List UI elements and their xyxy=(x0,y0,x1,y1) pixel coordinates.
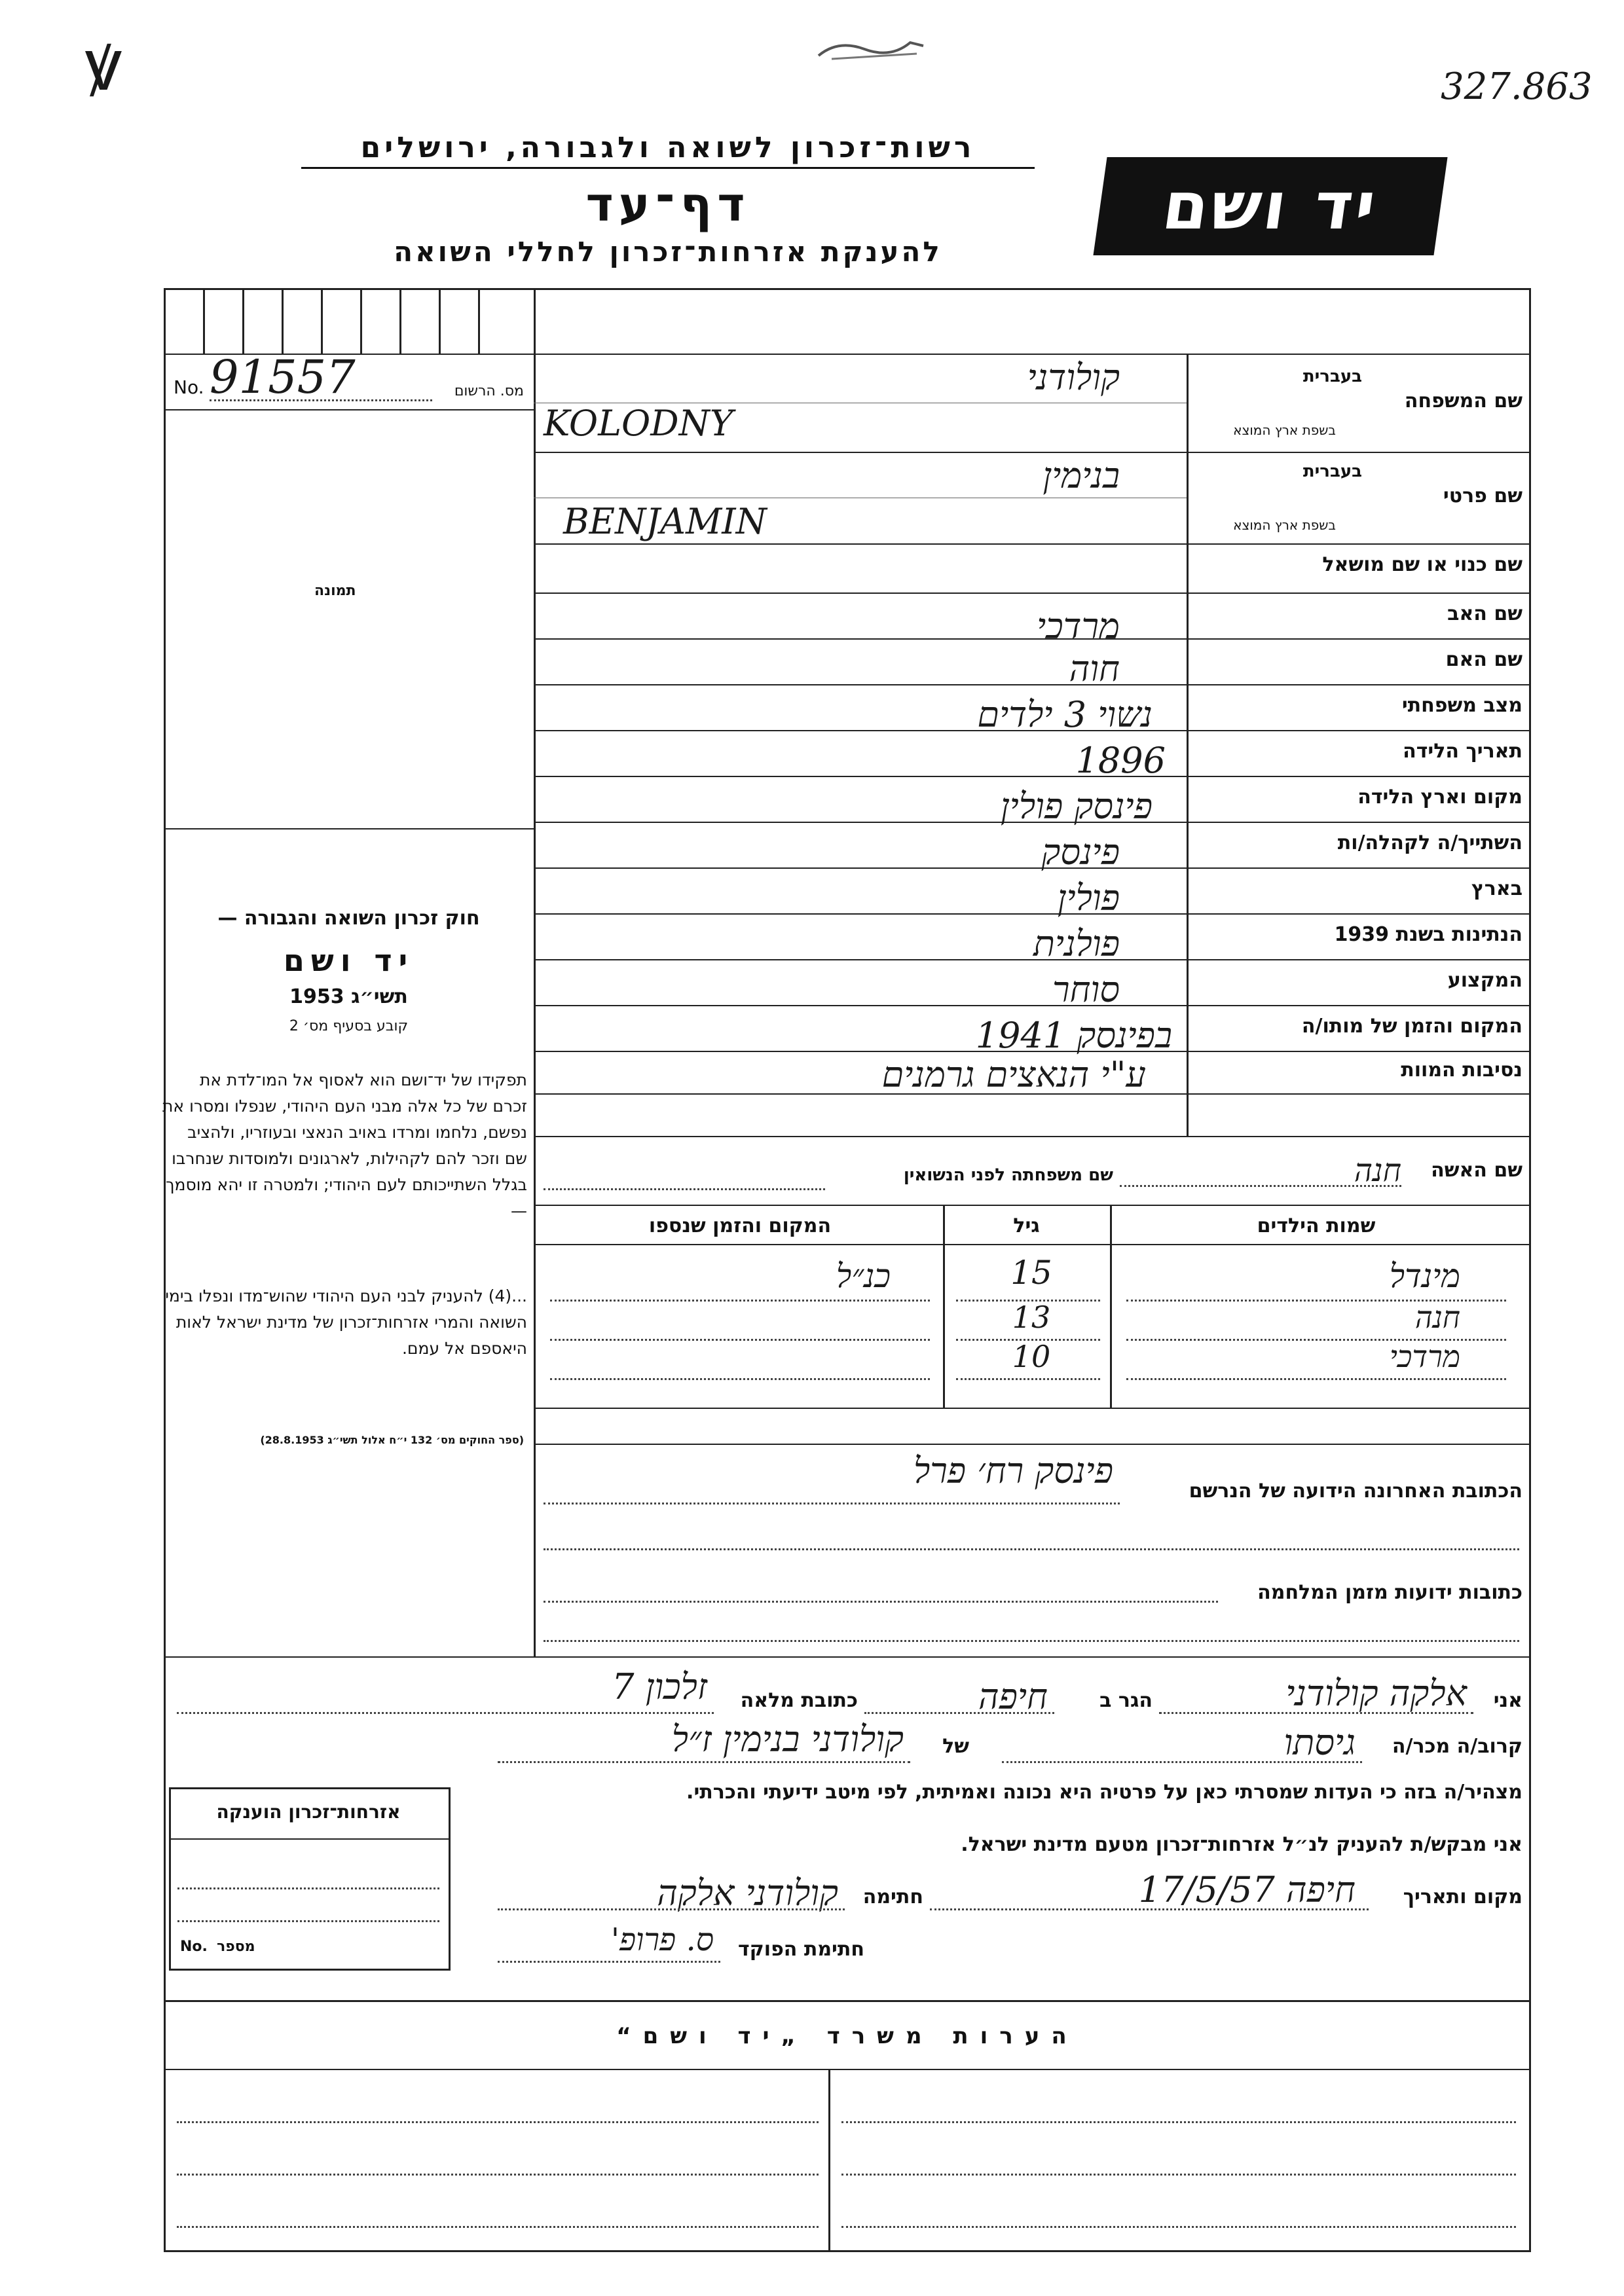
law-name: יד ושם xyxy=(283,943,415,978)
left-column-divider xyxy=(534,288,536,1656)
wife-value: חנה xyxy=(1354,1152,1401,1189)
children-col-names: שמות הילדים xyxy=(1257,1214,1376,1237)
strip-box-divider xyxy=(439,288,441,354)
birth-place-label: מקום וארץ הלידה xyxy=(1357,786,1522,809)
signature-label: חתימה xyxy=(862,1886,923,1908)
top-scribble-mark xyxy=(812,26,930,65)
nickname-label: שם כנוי או שם מושאל xyxy=(1322,553,1522,576)
place-date-dots xyxy=(930,1908,1369,1910)
label-column-divider xyxy=(1187,354,1189,1136)
of-value: קולודני בנימין ז״ל xyxy=(671,1719,904,1760)
death-label: המקום והזמן של מותו/ה xyxy=(1301,1015,1522,1038)
registration-dots xyxy=(210,399,432,401)
country-value: פולין xyxy=(1057,877,1120,919)
children-col-age: גיל xyxy=(1013,1214,1040,1237)
children-header-line xyxy=(534,1244,1531,1245)
office-notes-title: הערות משרד „יד ושם“ xyxy=(616,2023,1079,2049)
children-col-divider xyxy=(1110,1205,1112,1408)
address-top-line xyxy=(534,1444,1531,1445)
child-age: 13 xyxy=(1012,1300,1051,1335)
relative-dots xyxy=(1002,1761,1362,1763)
resides-value: חיפה xyxy=(978,1676,1048,1717)
row-line xyxy=(534,1136,1531,1137)
children-bottom-line xyxy=(534,1408,1531,1409)
corner-check-mark: ꝟ xyxy=(85,23,122,107)
resides-label: הגר ב xyxy=(1099,1689,1153,1712)
strip-box-divider xyxy=(399,288,401,354)
war-address-label: כתובות ידועות מזמן המלחמה xyxy=(1257,1581,1522,1604)
first-name-label: שם פרטי xyxy=(1443,484,1522,507)
certificate-box-title: אזרחות־זכרון הוענקה xyxy=(216,1801,401,1823)
family-name-sub-origin: בשפת ארץ המוצא xyxy=(1233,422,1336,438)
children-row-dots xyxy=(956,1378,1100,1380)
declarant-label: אני xyxy=(1493,1689,1522,1712)
first-name-sub-origin: בשפת ארץ המוצא xyxy=(1233,517,1336,533)
declarant-value: אלקה קולודני xyxy=(1285,1673,1467,1714)
strip-box-divider xyxy=(282,288,284,354)
marital-status-value: נשוי 3 ילדים xyxy=(977,694,1153,735)
file-number: 327.863 xyxy=(1441,65,1593,108)
child-name: חנה xyxy=(1414,1300,1460,1335)
strip-box-divider xyxy=(242,288,244,354)
certificate-box-rule xyxy=(171,1838,449,1840)
photo-label: תמונה xyxy=(314,583,356,599)
country-label: בארץ xyxy=(1471,877,1522,900)
occupation-value: סוחר xyxy=(1052,969,1120,1010)
law-gazette: (ספר החוקים מס׳ 132 י״ח אלול תשי״ג 28.8.1953) xyxy=(260,1434,524,1446)
form-subtitle: להענקת אזרחות־זכרון לחללי השואה xyxy=(394,236,942,268)
row-line xyxy=(534,592,1531,594)
signature-dots xyxy=(498,1908,845,1910)
row-line xyxy=(534,543,1531,545)
strip-box-divider xyxy=(478,288,480,354)
citizenship-label: הנתינות בשנת 1939 xyxy=(1334,923,1522,946)
office-notes-dots xyxy=(841,2174,1516,2176)
child-age: 15 xyxy=(1010,1254,1052,1292)
address-full-value: זלכון 7 xyxy=(612,1666,707,1707)
children-row-dots xyxy=(1126,1378,1506,1380)
declare-text: מצהיר/ה בזה כי העדות שמסרתי כאן על פרטיה היא נכונה ואמיתית, לפי מיטב ידיעתי והכרתי. xyxy=(686,1781,1522,1804)
registration-line xyxy=(164,409,534,410)
certificate-no-prefix: No. xyxy=(180,1939,208,1955)
children-row-dots xyxy=(550,1339,930,1341)
marital-status-label: מצב משפחתי xyxy=(1401,694,1522,717)
resides-dots xyxy=(864,1712,1054,1714)
certificate-number-label: מספר xyxy=(217,1939,255,1955)
registration-no-prefix: No. xyxy=(174,376,204,398)
father-value: מרדכי xyxy=(1037,606,1120,647)
children-col-divider xyxy=(943,1205,945,1408)
registration-number: 91557 xyxy=(210,350,356,404)
place-date-label: מקום ותאריך xyxy=(1403,1886,1522,1908)
law-year: תשי״ג 1953 xyxy=(289,985,408,1008)
office-notes-divider xyxy=(828,2069,830,2252)
circumstances-label: נסיבות המוות xyxy=(1401,1059,1522,1082)
certificate-box-dots xyxy=(177,1887,439,1889)
office-notes-dots xyxy=(841,2226,1516,2228)
death-value: בפינסק 1941 xyxy=(975,1015,1172,1056)
last-address-dots xyxy=(544,1503,1120,1504)
family-name-label: שם המשפחה xyxy=(1404,390,1522,412)
office-notes-dots xyxy=(177,2121,819,2123)
office-notes-dots xyxy=(177,2174,819,2176)
child-place: כנ״ל xyxy=(836,1257,891,1295)
top-strip-line xyxy=(164,354,1531,355)
strip-box-divider xyxy=(360,288,362,354)
officer-signature-label: חתימת הפוקד xyxy=(738,1938,864,1961)
family-name-origin-value: KOLODNY xyxy=(544,403,733,444)
law-heading: חוק זכרון השואה והגבורה — xyxy=(217,907,480,930)
relative-value: גיסתו xyxy=(1283,1722,1356,1763)
wife-maiden-label: שם משפחתה לפני הנשואין xyxy=(903,1165,1113,1185)
law-section-ref: קובע בסעיף מס׳ 2 xyxy=(289,1018,409,1034)
certificate-box xyxy=(169,1787,451,1971)
office-notes-dots xyxy=(841,2121,1516,2123)
office-notes-line xyxy=(164,2069,1531,2070)
address-full-dots xyxy=(177,1712,714,1714)
community-label: השתייך/ה לקהלה/ות xyxy=(1337,831,1522,854)
strip-box-divider xyxy=(321,288,323,354)
occupation-label: המקצוע xyxy=(1447,969,1522,992)
form-title: דף־עד xyxy=(585,177,750,232)
child-name: מינדל xyxy=(1389,1257,1460,1295)
child-age: 10 xyxy=(1012,1339,1051,1374)
photo-bottom-line xyxy=(164,828,534,829)
yad-vashem-logo xyxy=(1093,157,1447,255)
officer-signature-value: ס. פרופ' xyxy=(610,1922,714,1958)
address-full-label: כתובת מלאה xyxy=(740,1689,858,1712)
law-paragraph-1: תפקידו של יד־ושם הוא לאסוף אל המו־לדת את זכרם של כל אלה מבני העם היהודי, שנפלו ומסרו את נפשם, נלחמו ומרדו באויב הנאצי ובעוזריו, ולהציב שם וזכר להם לקהילות, לארגונים ולמוסדות שנחרבו בגלל השתייכותם לעם היהודי; ולמטרה זו יהא מוסמך — xyxy=(162,1070,527,1220)
request-text: אני מבקש/ת להעניק לנ״ל אזרחות־זכרון מטעם מדינת ישראל. xyxy=(961,1833,1522,1856)
office-notes-dots xyxy=(177,2226,819,2228)
authority-title: רשות־זכרון לשואה ולגבורה, ירושלים xyxy=(301,131,1035,169)
relative-label: קרוב/ה מכר/ה xyxy=(1392,1735,1522,1758)
wife-label: שם האשה xyxy=(1431,1159,1522,1182)
community-value: פינסק xyxy=(1041,831,1120,873)
circumstances-value: ע"י הנאצים גרמנים xyxy=(881,1054,1146,1095)
last-address-value: פינסק רח׳ פרל xyxy=(913,1450,1113,1491)
wife-maiden-dots xyxy=(544,1188,825,1190)
citizenship-value: פולנית xyxy=(1033,923,1120,964)
first-name-sub-hebrew: בעברית xyxy=(1302,462,1362,481)
family-name-hebrew-value: קולודני xyxy=(1027,357,1120,398)
birth-date-value: 1896 xyxy=(1075,740,1166,781)
birth-date-label: תאריך הלידה xyxy=(1403,740,1522,763)
declarant-dots xyxy=(1159,1712,1473,1714)
father-label: שם האב xyxy=(1447,602,1522,625)
war-address-dots xyxy=(544,1640,1519,1642)
mother-value: חוה xyxy=(1069,648,1120,689)
last-address-dots xyxy=(544,1548,1519,1550)
wife-dots xyxy=(1120,1185,1401,1187)
strip-box-divider xyxy=(203,288,205,354)
yad-vashem-logo-text: יד ושם xyxy=(1158,168,1383,244)
war-address-dots xyxy=(544,1601,1218,1603)
wife-row-bottom xyxy=(534,1205,1531,1206)
office-notes-top-line xyxy=(164,2000,1531,2002)
of-dots xyxy=(498,1761,910,1763)
children-col-place: המקום והזמן שנספו xyxy=(648,1214,832,1237)
first-name-origin-value: BENJAMIN xyxy=(563,501,767,542)
declaration-top-line xyxy=(164,1656,1531,1658)
birth-place-value: פינסק פולין xyxy=(1000,786,1153,827)
registration-label: מס. הרשום xyxy=(454,383,524,399)
of-label: של xyxy=(942,1735,969,1758)
children-row-dots xyxy=(550,1300,930,1302)
place-date-value: חיפה 17/5/57 xyxy=(1138,1869,1356,1910)
mother-label: שם האם xyxy=(1445,648,1522,671)
children-row-dots xyxy=(550,1378,930,1380)
first-name-hebrew-value: בנימין xyxy=(1043,455,1120,496)
family-name-sub-hebrew: בעברית xyxy=(1302,367,1362,386)
officer-signature-dots xyxy=(498,1961,720,1963)
signature-value: קולודני אלקה xyxy=(657,1872,838,1914)
child-name: מרדכי xyxy=(1389,1339,1460,1374)
certificate-box-dots xyxy=(177,1920,439,1922)
last-address-label: הכתובת האחרונה הידועה של הנרשם xyxy=(1189,1480,1522,1503)
law-paragraph-2: ...(4) להעניק לבני העם היהודי שהוש־מדו ונפלו בימי השואה והמרי אזרחות־זכרון של מדינת ישראל לאות היאספם אל עמם. xyxy=(165,1286,527,1358)
row-line xyxy=(534,452,1531,453)
